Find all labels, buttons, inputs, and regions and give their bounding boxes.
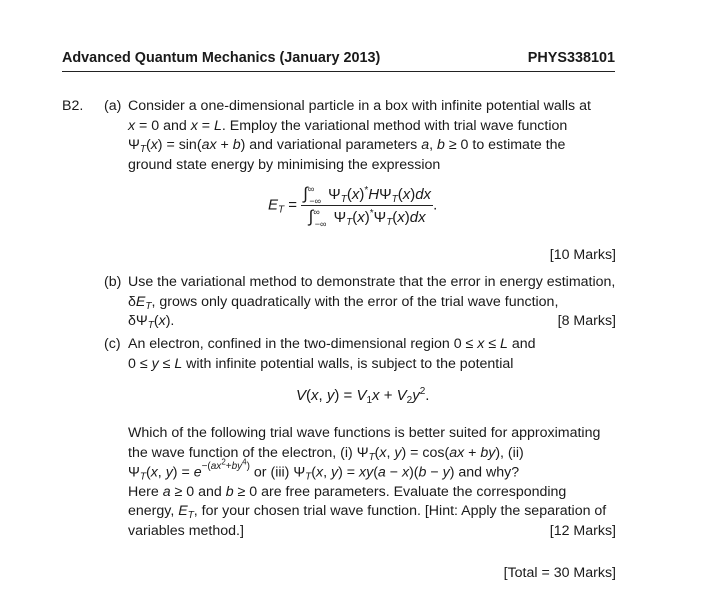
course-title: Advanced Quantum Mechanics (January 2013) [62, 50, 381, 66]
question-number: B2. [62, 98, 84, 114]
part-a-line-3: $\Psi_T(x) = \sin(ax + b)$ and variational parameters a, b ≥ 0 to estimate the [128, 137, 566, 155]
part-c-line-7: energy, $E_T$, for your chosen trial wave function. [Hint: Apply the separation of [128, 503, 607, 521]
part-c-text [128, 335, 616, 374]
part-c-line-4: the wave function of the electron, (i) $\Psi_T(x$, y) = cos(ax + by), (ii) [128, 444, 524, 463]
part-b-label: (b) [104, 274, 122, 290]
part-b-line-3: $\delta\Psi_T(x)$. [128, 313, 175, 331]
total-marks: [Total = 30 Marks] [503, 565, 616, 581]
part-b-line-1: Use the variational method to demonstrate that the error in energy estimation, [128, 274, 616, 290]
part-a-line-4: ground state energy by minimising the expression [128, 156, 441, 173]
part-b-marks: [8 Marks] [557, 313, 616, 329]
part-a-line-2: x = 0 and x = L. Employ the variational method with trial wave function [128, 117, 568, 134]
potential-equation: V(x, $y) = V_1x + V_2y^2$. [296, 386, 430, 406]
part-a-text [128, 97, 616, 175]
part-c-line-1: An electron, confined in the two-dimensional region 0 ≤ x ≤ L and [128, 336, 536, 352]
part-a-marks: [10 Marks] [549, 247, 616, 263]
part-a-line-1: Consider a one-dimensional particle in a box with infinite potential walls at [128, 98, 591, 114]
part-c-line-2: 0 ≤ y ≤ L with infinite potential walls, is subject to the potential [128, 355, 514, 372]
part-c-line-8: variables method.] [128, 522, 244, 539]
course-code: PHYS338101 [527, 50, 615, 66]
part-c-line-5: $\Psi_T(x$, $y) = e^{-(ax^2+by^4)}$ or (iii) $\Psi_T(x$, y) = xy(a − x)(b − y) and why? [128, 458, 520, 483]
part-c-line-3: Which of the following trial wave functions is better suited for approximating [128, 425, 601, 441]
energy-functional-equation: $E_T$ = $\frac{\int^\infty_{-\infty} \Psi_T(x)^*H\Psi_T(x)dx}{\int^\infty_{-\infty} \Psi_T(x)^*\Psi_T(x)dx}$ . [268, 184, 438, 229]
part-a-label: (a) [104, 98, 122, 114]
part-c-marks: [12 Marks] [549, 523, 616, 539]
part-b-text [128, 273, 616, 332]
part-c-text-2 [128, 424, 616, 541]
part-c-label: (c) [104, 336, 121, 352]
part-b-line-2: $\delta E_T$, grows only quadratically with the error of the trial wave function, [128, 293, 559, 312]
part-c-line-6: Here a ≥ 0 and b ≥ 0 are free parameters. Evaluate the corresponding [128, 483, 567, 500]
page-header [62, 49, 615, 72]
